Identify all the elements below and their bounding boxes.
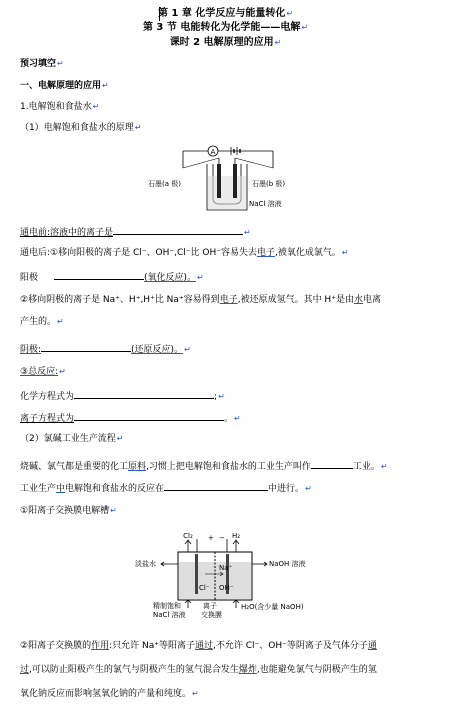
cathode-move-line-cont: 产生的。↵ (20, 317, 64, 327)
industry-line: 烧碱、氯气都是重要的化工原料,习惯上把电解饱和食盐水的工业生产叫作 工业。↵ (20, 459, 388, 473)
power-sign-plus: + (208, 534, 214, 542)
naoh-out-label: NaOH 溶液 (269, 560, 306, 568)
electrode-a-icon (217, 164, 221, 198)
solution-label: NaCl 溶液 (249, 200, 282, 208)
item1-heading: 1.电解饱和食盐水↵ (20, 102, 100, 112)
ammeter-label: A (210, 148, 216, 156)
anode-icon (195, 554, 198, 594)
lesson-title: 课时 2 电解原理的应用↵ (169, 37, 282, 48)
before-line: 通电前:溶液中的离子是 ↵ (20, 225, 251, 239)
dilute-brine-label: 淡盐水 (135, 560, 156, 568)
brine-in-label-2: NaCl 溶液 (153, 611, 186, 618)
oh-ion-label: OH⁻ (219, 584, 234, 592)
membrane-label-2: 交换膜 (201, 611, 222, 618)
sub1-heading: （1）电解饱和食盐水的原理↵ (20, 123, 142, 133)
power-sign-minus: − (219, 534, 225, 542)
membrane-role-line3: 氧化钠反应而影响氢氧化钠的产量和纯度。↵ (20, 689, 199, 699)
sub2-heading: （2）氯碱工业生产流程↵ (20, 434, 124, 444)
cl-ion-label: Cl⁻ (199, 584, 210, 592)
membrane-cell-diagram (133, 528, 343, 618)
membrane-role-line1: ②阳离子交换膜的作用:只允许 Na⁺等阳离子通过,不允许 Cl⁻、OH⁻等阴离子及气体分子通 (20, 641, 377, 651)
cathode-line: 阴极: (还原反应)。↵ (20, 342, 191, 356)
cathode-move-line: ②移向阴极的离子是 Na⁺、H⁺,H⁺比 Na⁺容易得到电子,被还原成氢气。其中 H⁺是由水电离 (20, 295, 381, 305)
section-title: 第 3 节 电能转化为化学能——电解↵ (142, 22, 309, 33)
production-line: 工业生产中电解饱和食盐水的反应在 中进行。↵ (20, 481, 312, 495)
electrolysis-cell-diagram (145, 140, 305, 214)
brine-in-label-1: 精制饱和 (153, 602, 181, 610)
h2-label: H₂ (231, 532, 241, 540)
na-ion-label: Na⁺ (219, 564, 233, 572)
total-reaction-heading: ③总反应:↵ (20, 367, 66, 377)
membrane-role-line2: 过,可以防止阳极产生的氯气与阴极产生的氢气混合发生爆炸,也能避免氯气与阴极产生的氢 (20, 665, 377, 675)
chapter-title: 第 1 章 化学反应与能量转化↵ (157, 8, 294, 19)
water-in-label: H₂O(含少量 NaOH) (241, 603, 304, 611)
chemical-equation-line: 化学方程式为 ;↵ (20, 389, 225, 403)
membrane-cell-heading: ①阳离子交换膜电解槽↵ (20, 506, 117, 516)
after-line: 通电后:①移向阳极的离子是 Cl⁻、OH⁻,Cl⁻比 OH⁻容易失去电子,被氧化成氯气。↵ (20, 248, 349, 258)
part1-heading: 一、电解原理的应用↵ (20, 81, 109, 91)
ionic-equation-line: 离子方程式为 。↵ (20, 411, 241, 425)
electrode-a-label: 石墨(a 极) (148, 180, 181, 188)
preview-heading: 预习填空↵ (20, 59, 64, 69)
electrode-b-label: 石墨(b 极) (252, 180, 286, 188)
membrane-label-1: 离子 (203, 602, 217, 610)
cl2-label: Cl₂ (183, 532, 193, 540)
anode-line: 阳极 (氧化反应)。↵ (20, 270, 204, 284)
electrode-b-icon (233, 164, 237, 198)
